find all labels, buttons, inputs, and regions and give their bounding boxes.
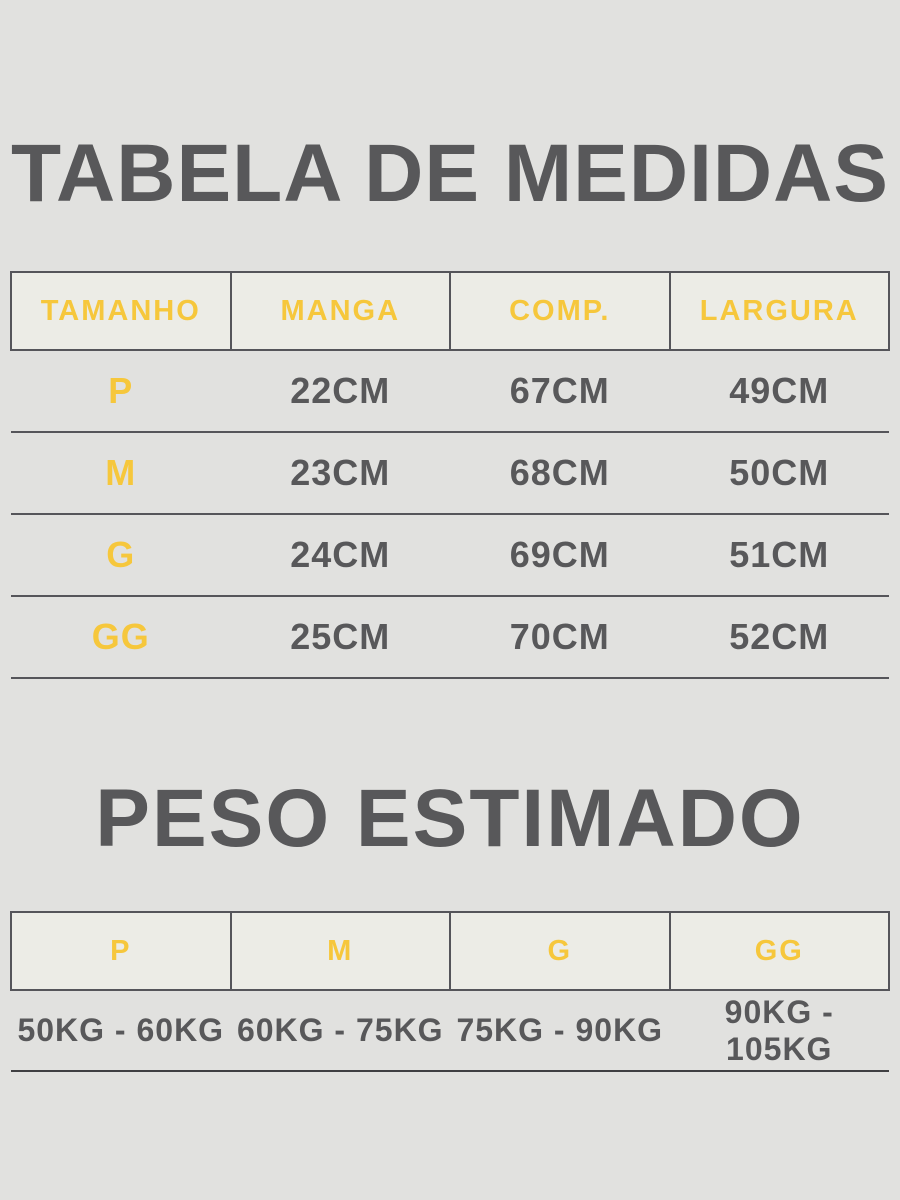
column-header-largura: LARGURA	[670, 272, 890, 350]
size-label: GG	[11, 596, 231, 678]
largura-value: 50CM	[670, 432, 890, 514]
weight-range-gg: 90KG - 105KG	[670, 990, 890, 1071]
table-row-gg	[11, 596, 889, 678]
weight-range-g: 75KG - 90KG	[450, 990, 670, 1071]
column-header-m: M	[231, 912, 451, 990]
comp-value: 68CM	[450, 432, 670, 514]
column-header-gg: GG	[670, 912, 890, 990]
table-row-g	[11, 514, 889, 596]
weight-table	[10, 911, 890, 1072]
table-row-m	[11, 432, 889, 514]
column-header-manga: MANGA	[231, 272, 451, 350]
table-row-p	[11, 350, 889, 432]
page-title: TABELA DE MEDIDAS	[11, 128, 889, 219]
measurements-header-row	[11, 272, 889, 350]
size-label: P	[11, 350, 231, 432]
column-header-p: P	[11, 912, 231, 990]
measurements-table	[10, 271, 890, 679]
manga-value: 24CM	[231, 514, 451, 596]
manga-value: 23CM	[231, 432, 451, 514]
largura-value: 52CM	[670, 596, 890, 678]
weight-range-m: 60KG - 75KG	[231, 990, 451, 1071]
column-header-comp: COMP.	[450, 272, 670, 350]
weight-range-p: 50KG - 60KG	[11, 990, 231, 1071]
largura-value: 49CM	[670, 350, 890, 432]
size-label: G	[11, 514, 231, 596]
weight-title: PESO ESTIMADO	[95, 773, 805, 864]
comp-value: 69CM	[450, 514, 670, 596]
size-label: M	[11, 432, 231, 514]
weight-header-row	[11, 912, 889, 990]
largura-value: 51CM	[670, 514, 890, 596]
manga-value: 22CM	[231, 350, 451, 432]
weight-row	[11, 990, 889, 1071]
comp-value: 67CM	[450, 350, 670, 432]
comp-value: 70CM	[450, 596, 670, 678]
column-header-g: G	[450, 912, 670, 990]
manga-value: 25CM	[231, 596, 451, 678]
column-header-tamanho: TAMANHO	[11, 272, 231, 350]
